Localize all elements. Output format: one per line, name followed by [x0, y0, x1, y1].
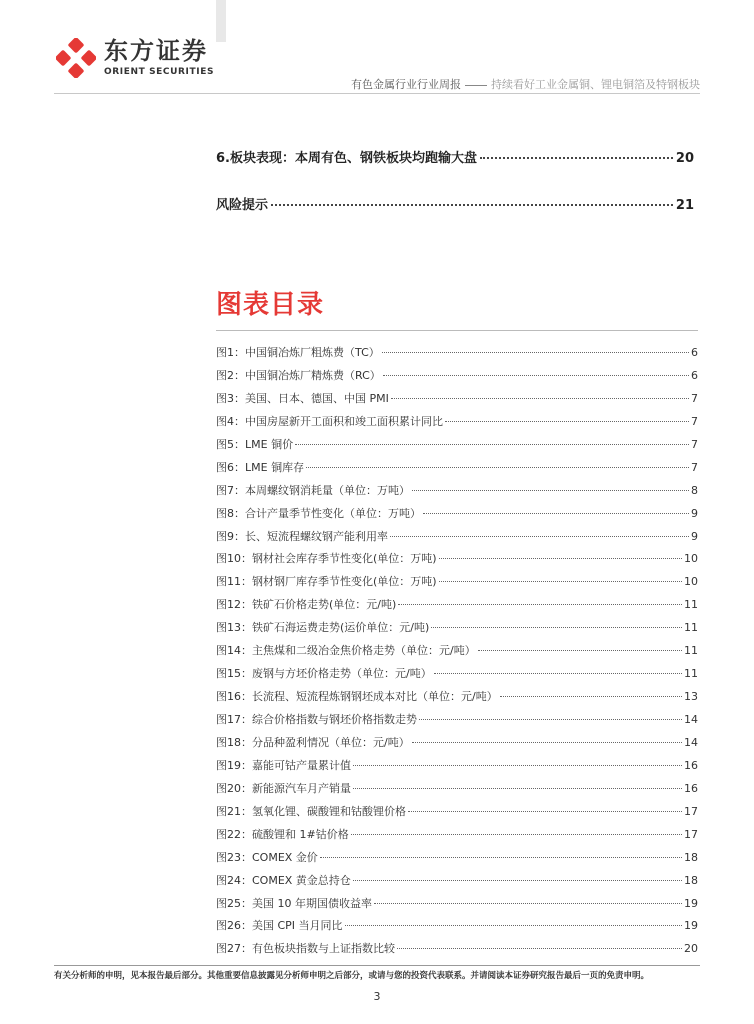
figure-page: 8: [691, 483, 698, 497]
figure-entry[interactable]: [216, 391, 698, 414]
toc-label: 风险提示: [216, 198, 269, 213]
figure-leader: [353, 788, 682, 789]
figure-page: 9: [691, 529, 698, 543]
figure-page: 16: [684, 781, 698, 795]
footer-divider: [54, 965, 700, 966]
figure-leader: [439, 558, 682, 559]
report-subtitle: 持续看好工业金属铜、锂电铜箔及特钢板块: [491, 78, 700, 91]
company-logo: [56, 38, 214, 78]
figure-label: 图20：新能源汽车月产销量: [216, 781, 351, 795]
figure-label: 图1：中国铜冶炼厂粗炼费（TC）: [216, 346, 380, 359]
toc-label: 6.板块表现：本周有色、钢铁板块均跑输大盘: [216, 151, 477, 166]
report-header: [351, 76, 700, 92]
figure-page: 11: [684, 644, 698, 658]
figure-leader: [391, 398, 689, 399]
figure-entry[interactable]: [216, 804, 698, 827]
figure-entry[interactable]: [216, 460, 698, 483]
figure-label: 图21：氢氧化锂、碳酸锂和钴酸锂价格: [216, 804, 406, 818]
figure-label: 图13：铁矿石海运费走势(运价单位：元/吨): [216, 621, 430, 635]
figure-page: 19: [684, 919, 698, 933]
figure-entry[interactable]: [216, 941, 698, 964]
figure-page: 7: [691, 414, 698, 428]
figures-divider: [216, 330, 698, 331]
figure-page: 11: [684, 621, 698, 635]
figure-entry[interactable]: [216, 896, 698, 919]
figure-leader: [408, 811, 682, 812]
figure-leader: [445, 421, 689, 422]
figure-entry[interactable]: [216, 827, 698, 850]
figure-label: 图26：美国 CPI 当月同比: [216, 919, 343, 933]
figure-label: 图27：有色板块指数与上证指数比较: [216, 942, 395, 956]
figure-leader: [397, 948, 682, 949]
figure-label: 图6：LME 铜库存: [216, 460, 305, 474]
figure-entry[interactable]: [216, 666, 698, 689]
figure-entry[interactable]: [216, 781, 698, 804]
figure-label: 图15：废钢与方坯价格走势（单位：元/吨）: [216, 667, 432, 681]
figure-page: 18: [684, 873, 698, 887]
figure-leader: [412, 742, 682, 743]
figure-page: 11: [684, 598, 698, 612]
figure-page: 6: [691, 346, 698, 359]
figure-page: 9: [691, 506, 698, 520]
logo-english-name: ORIENT SECURITIES: [104, 67, 215, 77]
figure-entry[interactable]: [216, 620, 698, 643]
figure-entry[interactable]: [216, 758, 698, 781]
figure-page: 10: [684, 575, 698, 589]
figure-page: 10: [684, 552, 698, 566]
figure-entry[interactable]: [216, 345, 698, 368]
figure-entry[interactable]: [216, 597, 698, 620]
figure-page: 14: [684, 713, 698, 726]
figure-entry[interactable]: [216, 483, 698, 506]
figure-leader: [353, 765, 682, 766]
orient-logo-icon: [56, 38, 96, 78]
figure-label: 图7：本周螺纹钢消耗量（单位：万吨）: [216, 483, 410, 497]
figure-leader: [353, 880, 682, 881]
figures-title: 图表目录: [216, 290, 325, 320]
header-divider: [54, 93, 700, 94]
figure-entry[interactable]: [216, 506, 698, 529]
figure-page: 7: [691, 460, 698, 474]
figure-leader: [306, 467, 689, 468]
figure-label: 图4：中国房屋新开工面积和竣工面积累计同比: [216, 414, 443, 428]
figure-leader: [423, 513, 689, 514]
figure-entry[interactable]: [216, 368, 698, 391]
figure-label: 图18：分品种盈利情况（单位：元/吨）: [216, 735, 410, 749]
footer-disclaimer: 有关分析师的申明，见本报告最后部分。其他重要信息披露见分析师申明之后部分，或请与您的投资代表联系。并请阅读本证券研究报告最后一页的免责申明。: [54, 971, 650, 981]
figure-leader: [390, 536, 689, 537]
figure-page: 6: [691, 368, 698, 382]
figure-page: 18: [684, 850, 698, 864]
figure-label: 图24：COMEX 黄金总持仓: [216, 873, 351, 887]
figure-leader: [382, 352, 689, 353]
figure-label: 图22：硫酸锂和 1#钴价格: [216, 827, 349, 841]
figure-leader: [431, 627, 682, 628]
figure-leader: [374, 903, 682, 904]
figure-label: 图14：主焦煤和二级冶金焦价格走势（单位：元/吨）: [216, 644, 476, 658]
figure-leader: [434, 673, 682, 674]
figure-label: 图19：嘉能可钴产量累计值: [216, 758, 351, 772]
figure-leader: [295, 444, 689, 445]
figure-label: 图10：钢材社会库存季节性变化(单位：万吨): [216, 552, 437, 566]
figure-label: 图16：长流程、短流程炼钢钢坯成本对比（单位：元/吨）: [216, 690, 498, 704]
toc-entry[interactable]: [216, 194, 694, 214]
figure-entry[interactable]: [216, 437, 698, 460]
figure-entry[interactable]: [216, 712, 698, 735]
figure-page: 7: [691, 391, 698, 405]
figure-page: 17: [684, 827, 698, 841]
figure-leader: [500, 696, 682, 697]
figure-page: 20: [684, 942, 698, 956]
figure-label: 图5：LME 铜价: [216, 437, 294, 451]
figure-label: 图12：铁矿石价格走势(单位：元/吨): [216, 598, 397, 612]
toc-leader: [480, 157, 673, 159]
figure-leader: [412, 490, 689, 491]
figure-page: 19: [684, 896, 698, 910]
figure-leader: [320, 857, 682, 858]
figure-page: 7: [691, 437, 698, 451]
figure-label: 图23：COMEX 金价: [216, 850, 318, 864]
figure-entry[interactable]: [216, 918, 698, 941]
toc-leader: [271, 204, 673, 206]
figure-entry[interactable]: [216, 850, 698, 873]
figure-page: 14: [684, 735, 698, 749]
toc-page: 21: [675, 198, 694, 213]
figure-page: 13: [684, 690, 698, 704]
figure-label: 图9：长、短流程螺纹钢产能利用率: [216, 529, 388, 543]
header-separator: [465, 85, 487, 86]
figure-label: 图25：美国 10 年期国债收益率: [216, 896, 372, 910]
logo-chinese-name: 东方证券: [104, 37, 208, 65]
figure-label: 图8：合计产量季节性变化（单位：万吨）: [216, 506, 421, 520]
figure-entry[interactable]: [216, 574, 698, 597]
figure-leader: [345, 925, 682, 926]
figure-leader: [419, 719, 682, 720]
figure-leader: [398, 604, 682, 605]
figure-label: 图17：综合价格指数与钢坯价格指数走势: [216, 713, 417, 726]
toc-entry[interactable]: [216, 147, 694, 167]
figure-entry[interactable]: [216, 414, 698, 437]
figure-entry[interactable]: [216, 551, 698, 574]
figure-leader: [351, 834, 682, 835]
figure-list: [216, 345, 698, 964]
figure-label: 图3：美国、日本、德国、中国 PMI: [216, 391, 389, 405]
figure-entry[interactable]: [216, 643, 698, 666]
figure-leader: [478, 650, 682, 651]
figure-entry[interactable]: [216, 529, 698, 552]
figure-entry[interactable]: [216, 735, 698, 758]
figure-page: 11: [684, 667, 698, 681]
figure-entry[interactable]: [216, 689, 698, 712]
figure-label: 图11：钢材钢厂库存季节性变化(单位：万吨): [216, 575, 437, 589]
header-decor-bar: [216, 0, 226, 42]
figure-leader: [439, 581, 682, 582]
toc-page: 20: [675, 151, 694, 166]
report-type: 有色金属行业行业周报: [351, 78, 461, 91]
figure-label: 图2：中国铜冶炼厂精炼费（RC）: [216, 368, 381, 382]
page-number: 3: [373, 990, 381, 1003]
figure-page: 16: [684, 758, 698, 772]
figure-entry[interactable]: [216, 873, 698, 896]
figure-page: 17: [684, 804, 698, 818]
figure-leader: [383, 375, 689, 376]
